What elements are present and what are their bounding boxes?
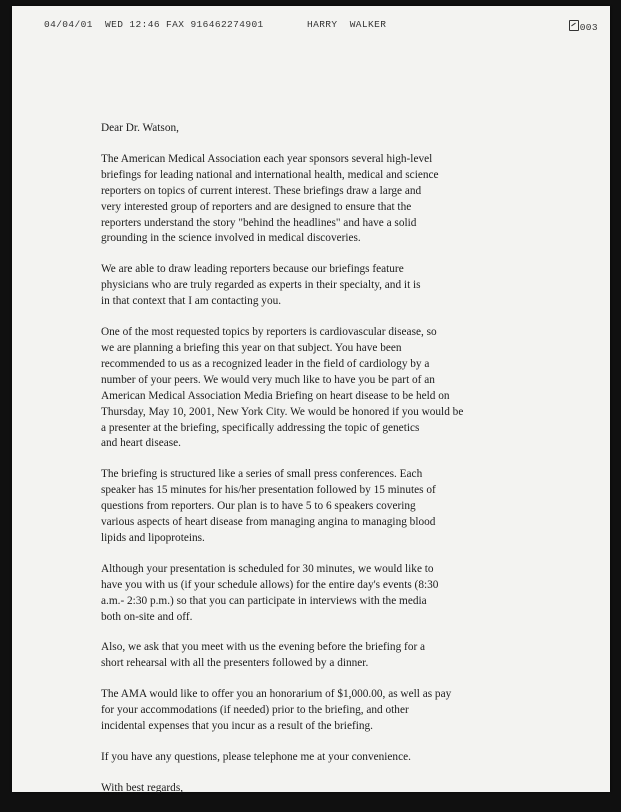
fax-page-icon bbox=[569, 20, 579, 31]
letter-paragraph bbox=[101, 152, 471, 247]
letter-line: various aspects of heart disease from managing angina to managing blood bbox=[101, 516, 436, 529]
letter-line: questions from reporters. Our plan is to have 5 to 6 speakers covering bbox=[101, 500, 416, 513]
letter-line: Thursday, May 10, 2001, New York City. We would be honored if you would be bbox=[101, 405, 464, 418]
letter-line: very interested group of reporters and are designed to ensure that the bbox=[101, 200, 412, 213]
letter-paragraph bbox=[101, 467, 471, 547]
letter-paragraph bbox=[101, 325, 471, 452]
letter-paragraph bbox=[101, 262, 471, 310]
letter-paragraphs bbox=[101, 152, 471, 766]
letter-line: speaker has 15 minutes for his/her presentation followed by 15 minutes of bbox=[101, 484, 436, 497]
fax-sender: HARRY WALKER bbox=[307, 19, 387, 30]
letter-line: grounding in the science involved in medical discoveries. bbox=[101, 232, 361, 245]
letter-line: One of the most requested topics by reporters is cardiovascular disease, so bbox=[101, 326, 437, 339]
letter-paragraph bbox=[101, 687, 471, 735]
letter-line: number of your peers. We would very much like to have you be part of an bbox=[101, 373, 435, 386]
letter-line: we are planning a briefing this year on that subject. You have been bbox=[101, 341, 402, 354]
fax-day-time: WED 12:46 bbox=[105, 19, 160, 30]
fax-page-indicator bbox=[569, 19, 598, 33]
letter-line: physicians who are truly regarded as experts in their specialty, and it is bbox=[101, 279, 421, 292]
letter-line: The American Medical Association each year sponsors several high-level bbox=[101, 152, 433, 165]
letter-line: a presenter at the briefing, specifically addressing the topic of genetics bbox=[101, 421, 420, 434]
letter-line: a.m.- 2:30 p.m.) so that you can participate in interviews with the media bbox=[101, 594, 427, 607]
letter-line: in that context that I am contacting you. bbox=[101, 295, 282, 308]
letter-line: reporters on topics of current interest. These briefings draw a large and bbox=[101, 184, 422, 197]
letter-line: both on-site and off. bbox=[101, 610, 193, 623]
letter-line: for your accommodations (if needed) prior to the briefing, and other bbox=[101, 704, 409, 717]
letter-line: and heart disease. bbox=[101, 437, 181, 450]
letter-line: We are able to draw leading reporters because our briefings feature bbox=[101, 263, 404, 276]
letter-line: Although your presentation is scheduled for 30 minutes, we would like to bbox=[101, 562, 434, 575]
letter-paragraph bbox=[101, 640, 471, 672]
letter-line: Also, we ask that you meet with us the evening before the briefing for a bbox=[101, 641, 426, 654]
fax-page-number: 003 bbox=[579, 22, 598, 33]
letter-line: The briefing is structured like a series of small press conferences. Each bbox=[101, 468, 423, 481]
letter-paragraph bbox=[101, 750, 471, 766]
letter-line: If you have any questions, please telephone me at your convenience. bbox=[101, 751, 411, 763]
letter-line: The AMA would like to offer you an honorarium of $1,000.00, as well as pay bbox=[101, 688, 452, 701]
letter-body bbox=[101, 121, 471, 812]
letter-line: reporters understand the story "behind the headlines" and have a solid bbox=[101, 216, 417, 229]
fax-transmission-info bbox=[44, 19, 264, 30]
letter-line: lipids and lipoproteins. bbox=[101, 531, 205, 544]
letter-line: briefings for leading national and international health, medical and science bbox=[101, 168, 439, 181]
letter-line: American Medical Association Media Briefing on heart disease to be held on bbox=[101, 389, 450, 402]
letter-paragraph bbox=[101, 562, 471, 626]
letter-line: recommended to us as a recognized leader in the field of cardiology by a bbox=[101, 357, 430, 370]
letter-line: short rehearsal with all the presenters followed by a dinner. bbox=[101, 657, 369, 670]
fax-page bbox=[12, 6, 610, 792]
letter-line: incidental expenses that you incur as a result of the briefing. bbox=[101, 720, 373, 733]
letter-salutation: Dear Dr. Watson, bbox=[101, 122, 179, 134]
fax-date: 04/04/01 bbox=[44, 19, 93, 30]
letter-line: have you with us (if your schedule allows) for the entire day's events (8:30 bbox=[101, 578, 439, 591]
fax-header bbox=[44, 19, 598, 33]
letter-closing: With best regards, bbox=[101, 781, 184, 794]
fax-number: FAX 916462274901 bbox=[166, 19, 264, 30]
